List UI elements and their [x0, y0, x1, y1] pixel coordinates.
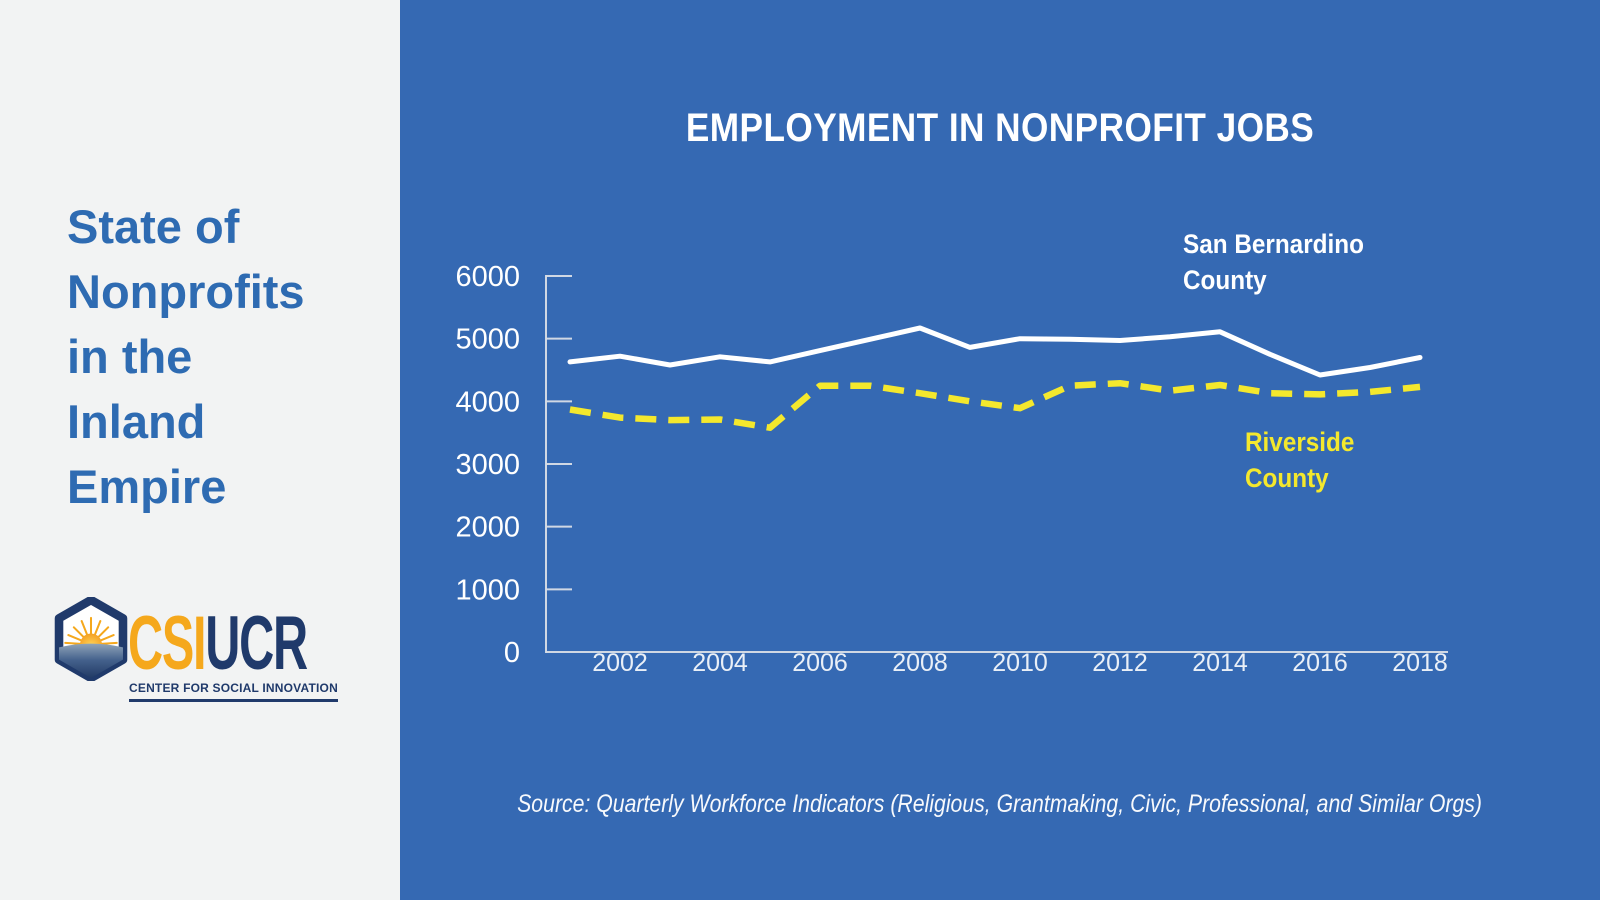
employment-chart-svg — [400, 0, 1600, 900]
source-note: Source: Quarterly Workforce Indicators (Religious, Grantmaking, Civic, Professional, and Similar Orgs) — [517, 790, 1483, 818]
x-tick-label: 2012 — [1092, 649, 1148, 677]
x-tick-label: 2008 — [892, 649, 948, 677]
slide-title-line: Inland — [67, 395, 206, 448]
y-tick-label: 5000 — [455, 323, 520, 356]
logo-ucr-text: UCR — [205, 601, 307, 686]
slide-title-line: in the — [67, 330, 193, 383]
x-tick-label: 2016 — [1292, 649, 1348, 677]
x-tick-label: 2014 — [1192, 649, 1248, 677]
y-tick-label: 6000 — [455, 261, 520, 293]
x-tick-label: 2004 — [692, 649, 748, 677]
left-panel — [0, 0, 400, 900]
y-tick-label: 3000 — [455, 449, 520, 481]
slide-title-line: Nonprofits — [67, 265, 305, 318]
slide-title-line: State of — [67, 200, 240, 253]
x-tick-label: 2002 — [592, 649, 648, 677]
csi-ucr-logo — [0, 0, 400, 900]
y-tick-label: 2000 — [455, 511, 520, 544]
sunrise-hexagon-icon — [52, 597, 130, 681]
x-tick-label: 2006 — [792, 649, 848, 677]
series-label-san-bernardino: San Bernardino County — [1183, 229, 1364, 295]
slide-title-line: Empire — [67, 460, 227, 513]
y-tick-label: 0 — [503, 637, 520, 669]
logo-csi-text: CSI — [128, 601, 206, 686]
y-tick-label: 4000 — [455, 386, 520, 419]
chart-title: EMPLOYMENT IN NONPROFIT JOBS — [685, 106, 1315, 150]
x-tick-label: 2010 — [992, 649, 1048, 677]
x-tick-label: 2018 — [1392, 649, 1448, 677]
series-line-san-bernardino — [570, 328, 1420, 375]
series-label-riverside: Riverside County — [1245, 427, 1355, 493]
logo-wordmark — [128, 601, 307, 686]
y-tick-label: 1000 — [455, 574, 520, 607]
logo-caption: CENTER FOR SOCIAL INNOVATION — [129, 681, 338, 702]
chart-panel — [400, 0, 1600, 900]
series-line-riverside — [570, 383, 1420, 428]
